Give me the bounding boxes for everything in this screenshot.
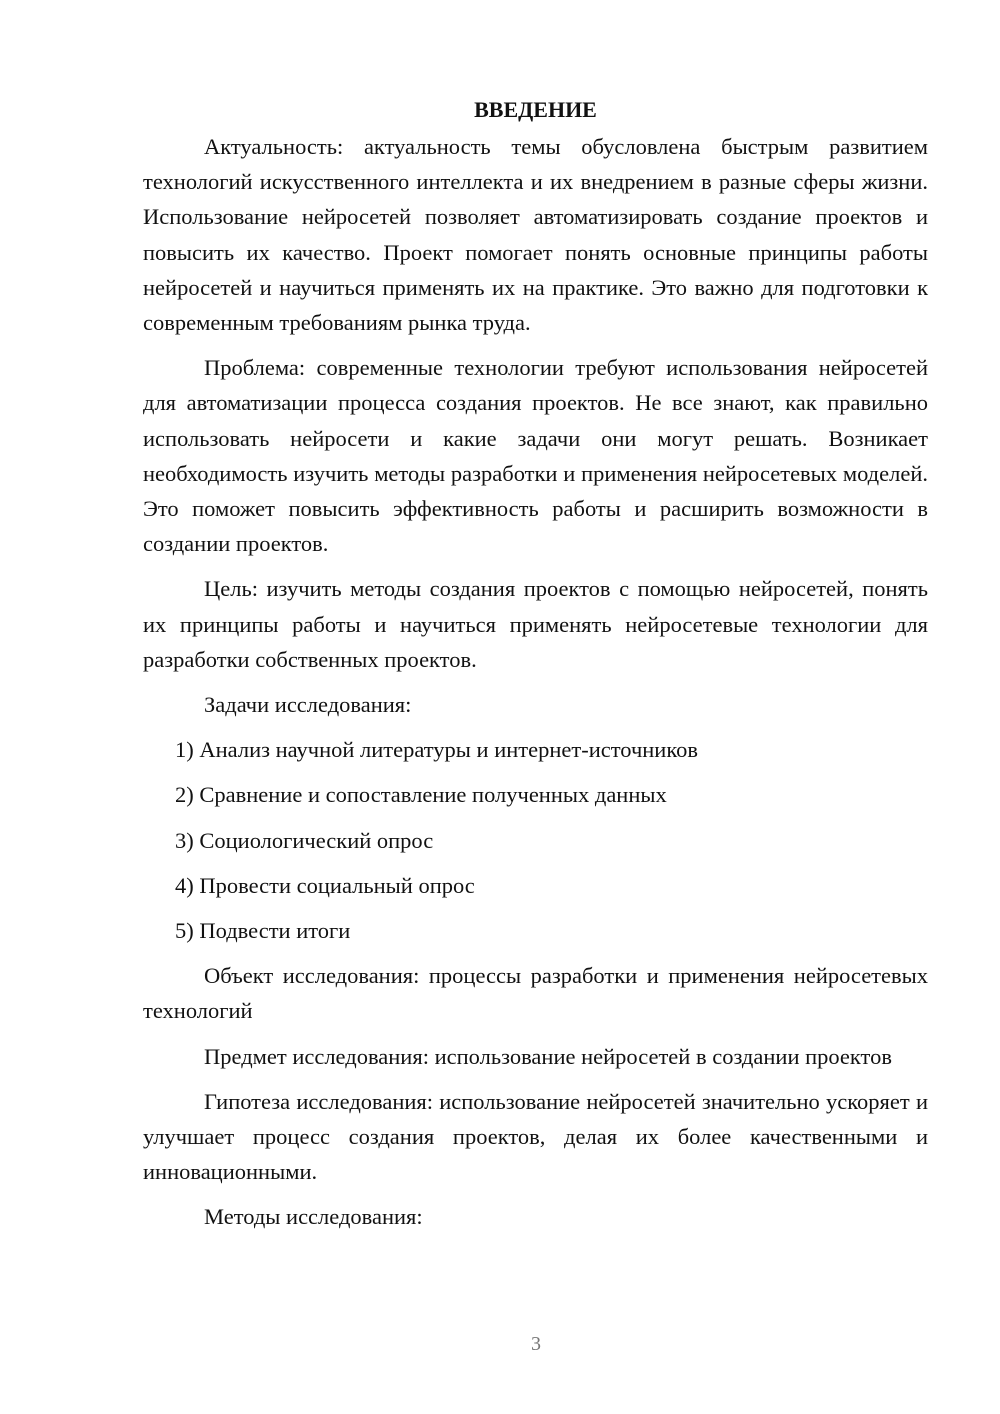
goal-paragraph: Цель: изучить методы создания проектов с помощью нейросетей, понять их принципы работы и научиться применять нейросетевые технологии для разработки собственных проектов.: [143, 576, 928, 672]
methods-intro: Методы исследования:: [204, 1204, 423, 1230]
list-item: 1) Анализ научной литературы и интернет-источников: [175, 737, 699, 763]
list-item: 5) Подвести итоги: [175, 918, 351, 944]
tasks-intro: Задачи исследования:: [204, 692, 412, 718]
problem-paragraph: Проблема: современные технологии требуют использования нейросетей для автоматизации процесса создания проектов. Не все знают, как правильно использовать нейросети и какие задачи они могут решать. Возникает необходимость изучить методы разработки и применения нейросетевых моделей. Это поможет повысить эффективность работы и расширить возможности в создании проектов.: [143, 355, 928, 557]
subject-paragraph: Предмет исследования: использование нейросетей в создании проектов: [204, 1043, 892, 1069]
page-number: 3: [531, 1333, 541, 1355]
list-item: 4) Провести социальный опрос: [175, 872, 475, 898]
list-item: 2) Сравнение и сопоставление полученных данных: [175, 782, 667, 808]
relevance-paragraph: Актуальность: актуальность темы обусловлена быстрым развитием технологий искусственного интеллекта и их внедрением в разные сферы жизни. Использование нейросетей позволяет автоматизировать создание проектов и повысить их качество. Проект помогает понять основные принципы работы нейросетей и научиться применять их на практике. Это важно для подготовки к современным требованиям рынка труда.: [143, 134, 928, 336]
object-paragraph: Объект исследования: процессы разработки и применения нейросетевых технологий: [143, 963, 928, 1024]
section-heading: ВВЕДЕНИЕ: [474, 97, 597, 122]
tasks-list: [143, 732, 928, 948]
page-content: [143, 92, 928, 1245]
hypothesis-paragraph: Гипотеза исследования: использование нейросетей значительно ускоряет и улучшает процесс создания проектов, делая их более качественными и инновационными.: [143, 1088, 928, 1185]
list-item: 3) Социологический опрос: [175, 827, 434, 853]
